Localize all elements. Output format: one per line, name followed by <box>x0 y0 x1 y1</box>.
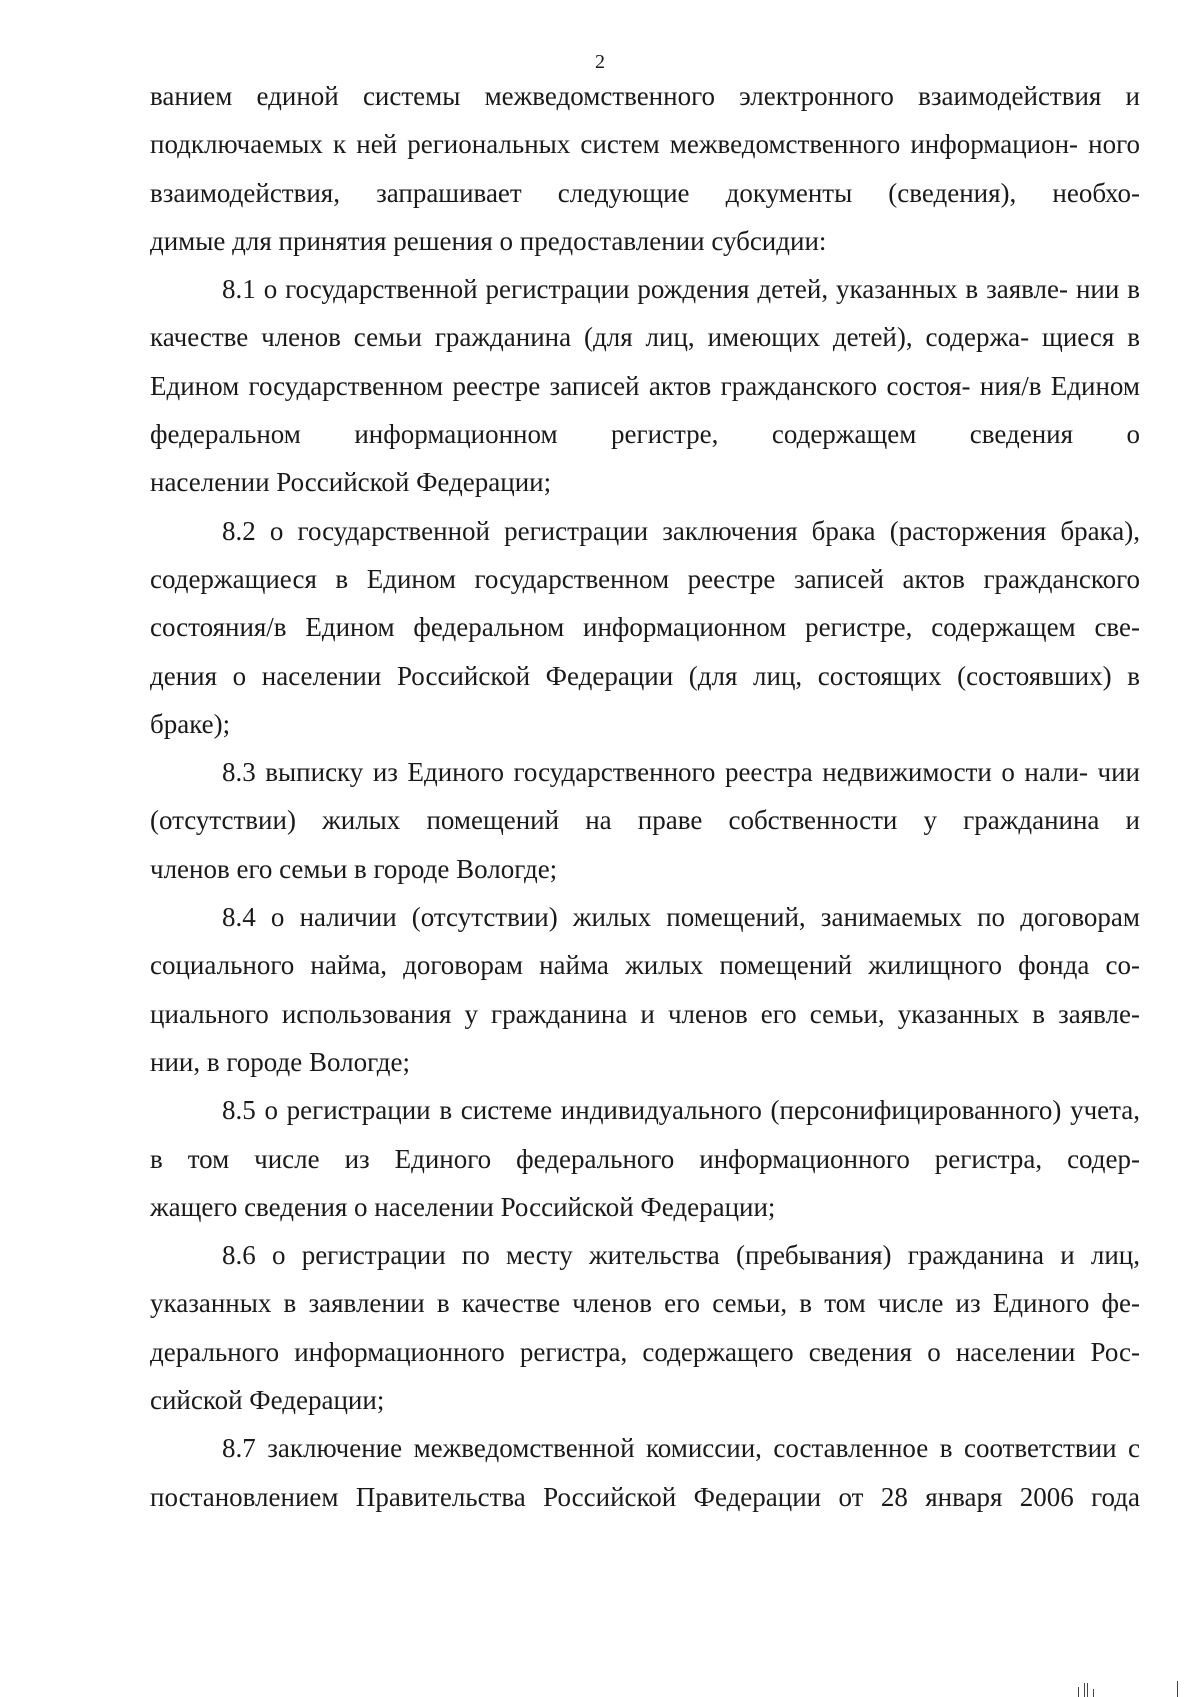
text-line: ния/в Едином федеральном информационном регистре, содержащем сведения о <box>150 370 1140 450</box>
paragraph-8-5-end <box>150 1183 1140 1231</box>
text-line: ного взаимодействия, запрашивает следующие документы (сведения), необхо- <box>150 129 1140 208</box>
paragraph-8-4 <box>150 893 1140 1038</box>
paragraph-8-5 <box>150 1086 1140 1183</box>
page-number: 2 <box>595 51 605 73</box>
text-line: 8.1 о государственной регистрации рождения детей, указанных в заявле- <box>222 274 1068 305</box>
scan-mark <box>1177 1681 1178 1697</box>
paragraph-8-6-end <box>150 1376 1140 1424</box>
text-line: социального найма, договорам найма жилых помещений жилищного фонда со- <box>150 950 1140 981</box>
text-line: с постановлением Правительства Российской Федерации от 28 января 2006 года <box>150 1433 1141 1512</box>
scan-mark <box>1087 1683 1088 1697</box>
paragraph-8-4-end <box>150 1038 1140 1086</box>
text-line: чии (отсутствии) жилых помещений на праве собственности у гражданина и <box>150 757 1141 836</box>
scan-mark <box>1093 1689 1094 1697</box>
text-line: 8.3 выписку из Единого государственного реестра недвижимости о нали- <box>222 757 1088 788</box>
scan-mark <box>1078 1687 1079 1697</box>
paragraph-8-7 <box>150 1424 1140 1521</box>
text-line: 8.5 о регистрации в системе индивидуального (персонифицированного) <box>222 1095 1062 1126</box>
text-line: указанных в заявлении в качестве членов его семьи, в том числе из Единого фе- <box>150 1288 1140 1319</box>
text-line: дерального информационного регистра, содержащего сведения о населении Рос- <box>150 1336 1140 1367</box>
text-line: щиеся в Едином государственном реестре записей актов гражданского состоя- <box>150 322 1140 401</box>
text-line: нии в качестве членов семьи гражданина (для лиц, имеющих детей), содержа- <box>150 274 1140 353</box>
text-line: 8.2 о государственной регистрации заключения брака (расторжения брака), <box>222 515 1140 546</box>
text-line: 8.7 заключение межведомственной комиссии, составленное в соответствии <box>222 1433 1117 1464</box>
text-line: состояния/в Едином федеральном информационном регистре, содержащем све- <box>150 612 1140 643</box>
text-line: учета, в том числе из Единого федерального информационного регистра, содер- <box>150 1095 1141 1174</box>
text-line: циального использования у гражданина и членов его семьи, указанных в заявле- <box>150 998 1140 1029</box>
text-line: сийской Федерации; <box>150 1385 385 1416</box>
text-line: димые для принятия решения о предоставлении субсидии: <box>150 225 827 256</box>
scan-mark <box>1084 1683 1085 1697</box>
text-line: подключаемых к ней региональных систем межведомственного информацион- <box>150 129 1079 160</box>
text-line: членов его семьи в городе Вологде; <box>150 853 558 884</box>
document-body <box>150 72 1140 1521</box>
text-line: браке); <box>150 708 231 739</box>
paragraph-8-3-end <box>150 845 1140 893</box>
paragraph-8-2 <box>150 507 1140 700</box>
paragraph-8-3 <box>150 748 1140 845</box>
paragraph-8-1 <box>150 265 1140 458</box>
text-line: жащего сведения о населении Российской Федерации; <box>150 1191 776 1222</box>
paragraph-8-1-end <box>150 458 1140 506</box>
paragraph-continuation <box>150 72 1140 217</box>
text-line: населении Российской Федерации; <box>150 467 552 498</box>
paragraph-8-6 <box>150 1231 1140 1376</box>
text-line: нии, в городе Вологде; <box>150 1046 411 1077</box>
text-line: 8.6 о регистрации по месту жительства (пребывания) гражданина и лиц, <box>222 1240 1140 1271</box>
text-line: 8.4 о наличии (отсутствии) жилых помещений, занимаемых по договорам <box>222 902 1140 933</box>
paragraph-8-2-end <box>150 700 1140 748</box>
text-line: содержащиеся в Едином государственном реестре записей актов гражданского <box>150 563 1140 594</box>
text-line: ванием единой системы межведомственного электронного взаимодействия и <box>150 81 1140 111</box>
scan-artifact-marks <box>1060 1667 1200 1697</box>
text-line: дения о населении Российской Федерации (для лиц, состоящих (состоявших) в <box>150 660 1140 691</box>
paragraph-continuation-end <box>150 217 1140 265</box>
